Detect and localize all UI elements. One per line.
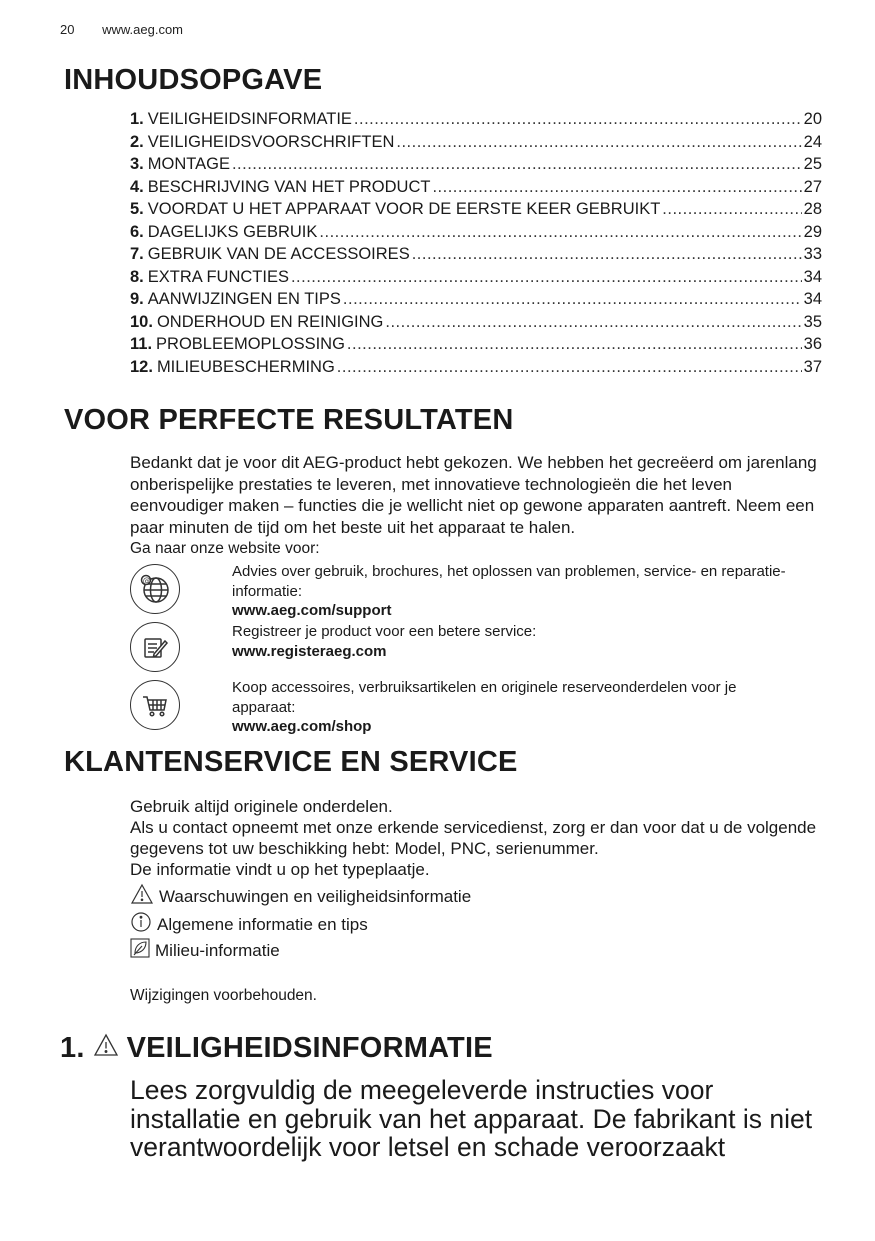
toc-leader [343, 290, 802, 309]
toc-label: BESCHRIJVING VAN HET PRODUCT [147, 177, 431, 196]
toc-page: 37 [803, 357, 822, 376]
changes-reserved-text: Wijzigingen voorbehouden. [130, 987, 317, 1004]
support-text [232, 562, 802, 621]
leaf-environment-icon [130, 938, 150, 963]
register-form-icon [130, 622, 180, 672]
legend-info [130, 911, 368, 938]
toc-number: 12. [130, 357, 153, 376]
toc-item[interactable] [130, 335, 822, 358]
toc-page: 34 [803, 267, 822, 286]
toc-label: AANWIJZINGEN EN TIPS [147, 290, 341, 308]
legend-info-label: Algemene informatie en tips [157, 914, 368, 934]
toc-item[interactable] [130, 133, 822, 156]
toc-page: 36 [803, 335, 822, 353]
perfect-results-title: VOOR PERFECTE RESULTATEN [64, 404, 514, 436]
toc-page: 35 [803, 312, 822, 331]
register-url[interactable]: www.registeraeg.com [232, 642, 387, 660]
globe-at-icon [130, 564, 180, 614]
warning-triangle-icon [93, 1032, 119, 1065]
toc-number: 11. [130, 335, 153, 353]
service-line-1: Gebruik altijd originele onderdelen. [130, 797, 393, 816]
header-url[interactable]: www.aeg.com [102, 22, 184, 37]
toc-number: 4. [130, 177, 144, 196]
legend-warning-label: Waarschuwingen en veiligheidsinformatie [159, 886, 472, 906]
toc-title: INHOUDSOPGAVE [64, 64, 323, 96]
section-title-text: VEILIGHEIDSINFORMATIE [126, 1032, 493, 1064]
toc-leader [412, 245, 802, 264]
toc-item[interactable] [130, 110, 822, 133]
shop-text [232, 678, 802, 737]
legend-environment [130, 938, 280, 963]
toc-label: ONDERHOUD EN REINIGING [156, 312, 384, 331]
support-url[interactable]: www.aeg.com/support [232, 602, 392, 619]
toc-page: 34 [803, 290, 822, 308]
toc-label: MILIEUBESCHERMING [156, 357, 335, 376]
section-number: 1. [60, 1032, 85, 1064]
toc-leader [291, 268, 802, 287]
toc-item[interactable] [130, 155, 822, 178]
register-link-row [130, 622, 810, 672]
toc-label: GEBRUIK VAN DE ACCESSOIRES [147, 245, 410, 263]
toc-label: EXTRA FUNCTIES [147, 267, 289, 286]
toc-number: 5. [130, 200, 144, 218]
toc-item[interactable] [130, 290, 822, 313]
toc-item[interactable] [130, 245, 822, 268]
toc-page: 24 [803, 132, 822, 151]
legend-warning [130, 883, 471, 910]
toc-number: 9. [130, 290, 144, 308]
legend-environment-label: Milieu-informatie [155, 940, 280, 960]
toc-leader [354, 110, 802, 129]
toc-page: 28 [803, 200, 822, 218]
safety-intro-text: Lees zorgvuldig de meegeleverde instructies voor installatie en gebruik van het apparaat. De fabrikant is niet verantwoordelijk voor letsel en schade veroorzaakt [130, 1075, 813, 1162]
shopping-cart-icon [130, 680, 180, 730]
toc-leader [396, 133, 801, 152]
toc-leader [432, 178, 801, 197]
toc-label: VEILIGHEIDSVOORSCHRIFTEN [147, 132, 395, 151]
toc-item[interactable] [130, 178, 822, 201]
toc-leader [385, 313, 801, 332]
toc-number: 6. [130, 222, 144, 241]
toc-leader [232, 155, 802, 174]
page-number: 20 [60, 22, 75, 37]
toc-number: 1. [130, 110, 144, 128]
toc-number: 2. [130, 132, 144, 151]
shop-link-row [130, 678, 810, 737]
toc-label: PROBLEEMOPLOSSING [156, 335, 345, 353]
toc-item[interactable] [130, 223, 822, 246]
toc-leader [662, 200, 801, 219]
warning-triangle-icon [130, 883, 154, 910]
toc-page: 33 [803, 245, 822, 263]
page-header [60, 22, 183, 37]
support-link-row [130, 562, 810, 621]
toc-page: 20 [803, 110, 822, 128]
table-of-contents [130, 110, 822, 380]
toc-leader [347, 335, 802, 354]
toc-item[interactable] [130, 358, 822, 381]
toc-page: 25 [803, 155, 822, 173]
toc-label: MONTAGE [147, 155, 230, 173]
toc-page: 27 [803, 177, 822, 196]
customer-service-title: KLANTENSERVICE EN SERVICE [64, 746, 518, 778]
register-text [232, 622, 802, 661]
safety-information-title [60, 1032, 493, 1065]
toc-item[interactable] [130, 268, 822, 291]
intro-text [130, 452, 820, 560]
support-description: Advies over gebruik, brochures, het oplossen van problemen, service- en reparatie-informatie: [232, 563, 786, 600]
toc-label: DAGELIJKS GEBRUIK [147, 222, 318, 241]
service-text [130, 796, 820, 880]
service-line-3: De informatie vindt u op het typeplaatje. [130, 860, 430, 879]
info-circle-icon [130, 911, 152, 938]
shop-description: Koop accessoires, verbruiksartikelen en originele reserveonderdelen voor je apparaat: [232, 679, 737, 716]
toc-number: 10. [130, 312, 153, 331]
toc-label: VEILIGHEIDSINFORMATIE [147, 110, 352, 128]
toc-page: 29 [803, 222, 822, 241]
svg-text:@: @ [142, 576, 151, 585]
toc-leader [319, 223, 801, 242]
toc-item[interactable] [130, 200, 822, 223]
toc-leader [337, 358, 802, 377]
intro-paragraph: Bedankt dat je voor dit AEG-product hebt gekozen. We hebben het gecreëerd om jarenlang onberispelijke prestaties te leveren, met innovatieve technologieën die het leven eenvoudiger maken – functies die je wellicht niet op gewone apparaten aantreft. Neem een paar minuten de tijd om het beste uit het apparaat te halen. [130, 453, 817, 537]
toc-number: 3. [130, 155, 144, 173]
toc-number: 8. [130, 267, 144, 286]
service-line-2: Als u contact opneemt met onze erkende servicedienst, zorg er dan voor dat u de volgende gegevens tot uw beschikking hebt: Model, PNC, serienummer. [130, 818, 817, 858]
toc-label: VOORDAT U HET APPARAAT VOOR DE EERSTE KEER GEBRUIKT [147, 200, 661, 218]
toc-item[interactable] [130, 313, 822, 336]
visit-website-text: Ga naar onze website voor: [130, 540, 320, 557]
toc-number: 7. [130, 245, 144, 263]
shop-url[interactable]: www.aeg.com/shop [232, 718, 372, 735]
register-description: Registreer je product voor een betere service: [232, 623, 537, 640]
